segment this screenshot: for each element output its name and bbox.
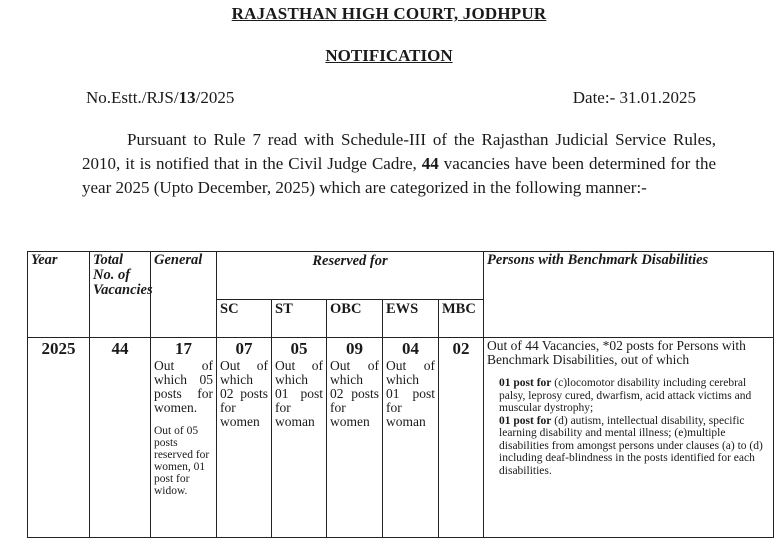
notification-heading: NOTIFICATION xyxy=(325,46,453,65)
cell-year: 2025 xyxy=(28,338,90,538)
court-title: RAJASTHAN HIGH COURT, JODHPUR xyxy=(231,4,547,23)
reference-number: No.Estt./RJS/13/2025 xyxy=(86,88,235,107)
cell-mbc: 02 xyxy=(439,338,484,538)
header-mbc: MBC xyxy=(439,300,484,338)
cell-pwd: Out of 44 Vacancies, *02 posts for Persons with Benchmark Disabilities, out of which 01 post for (c)locomotor disability including cerebral palsy, leprosy cured, dwarfism, acid attack victims and muscular dystrophy; 01 post for (d) autism, intellectual disability, specific learning disability and mental illness; (e)multiple disabilities from amongst persons under clauses (a) to (d) including deaf-blindness in the posts identified for each disabilities. xyxy=(484,338,774,538)
notification-paragraph: Pursuant to Rule 7 read with Schedule-III of the Rajasthan Judicial Service Rules, 2010, it is notified that in the Civil Judge Cadre, 44 vacancies have been determined for the year 2025 (Upto December, 2025) which are categorized in the following manner:- xyxy=(82,130,717,197)
cell-st: 05 Out of which 01 post for woman xyxy=(272,338,327,538)
cell-ews: 04 Out of which 01 post for woman xyxy=(383,338,439,538)
header-year: Year xyxy=(28,252,90,338)
header-obc: OBC xyxy=(327,300,383,338)
header-ews: EWS xyxy=(383,300,439,338)
vacancy-table xyxy=(27,251,774,538)
cell-obc: 09 Out of which 02 posts for women xyxy=(327,338,383,538)
cell-sc: 07 Out of which 02 posts for women xyxy=(217,338,272,538)
header-total: Total No. of Vacancies xyxy=(90,252,151,338)
notification-date: Date:- 31.01.2025 xyxy=(572,88,696,107)
header-st: ST xyxy=(272,300,327,338)
table-row xyxy=(28,338,774,538)
cell-general: 17 Out of which 05 posts for women. Out of 05 posts reserved for women, 01 post for widow. xyxy=(151,338,217,538)
cell-total: 44 xyxy=(90,338,151,538)
header-general: General xyxy=(151,252,217,338)
header-pwd: Persons with Benchmark Disabilities xyxy=(484,252,774,338)
header-reserved: Reserved for xyxy=(217,252,484,300)
header-sc: SC xyxy=(217,300,272,338)
